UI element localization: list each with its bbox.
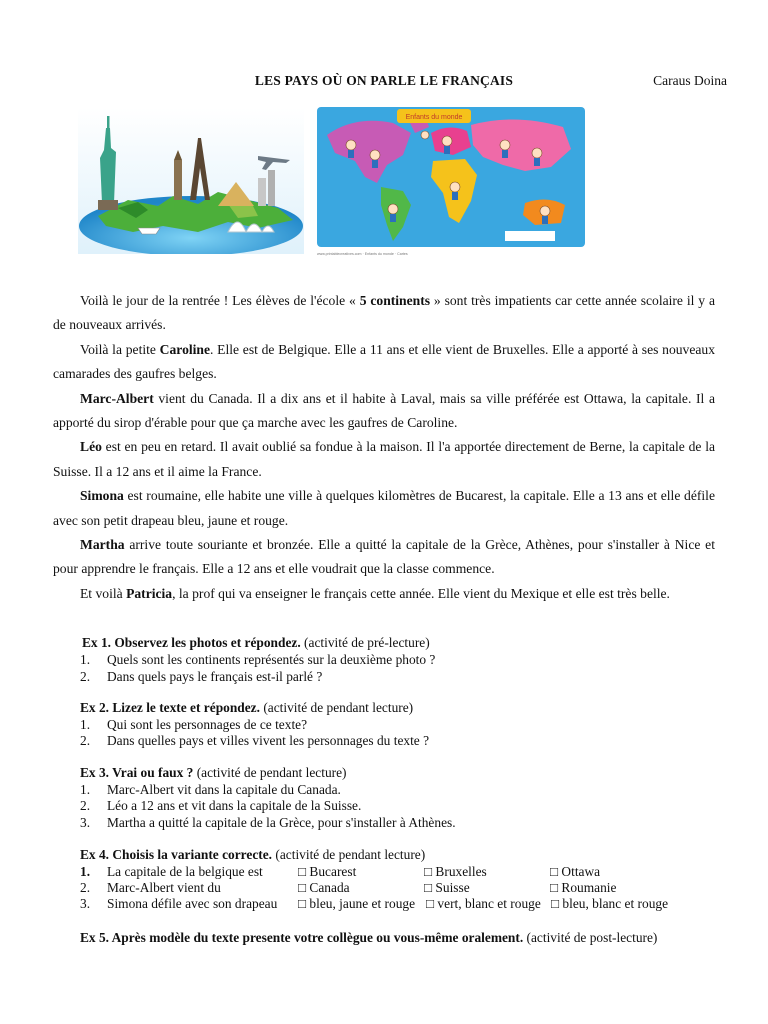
ex4-option-checkbox[interactable]: □ Ottawa <box>550 864 601 879</box>
ex4-row-3-question: Simona défile avec son drapeau <box>107 896 278 911</box>
big-ben-icon <box>174 160 182 200</box>
list-item: 2. Dans quels pays le français est-il parlé ? <box>80 668 323 684</box>
author-name: Caraus Doina <box>653 73 727 88</box>
list-item: 1. Qui sont les personnages de ce texte? <box>80 716 308 732</box>
ex4-row-2-question: Marc-Albert vient du <box>107 880 221 895</box>
ex4-row-2-number: 2. <box>80 880 91 895</box>
globe-landmarks-illustration <box>78 108 304 254</box>
exercise-1-list <box>80 652 720 685</box>
exercise-2-heading: Ex 2. Lizez le texte et répondez. (activité de pendant lecture) <box>80 700 414 715</box>
list-item: 2. Dans quelles pays et villes vivent les personnages du texte ? <box>80 733 430 748</box>
ex4-option-checkbox[interactable]: □ Bucarest <box>298 864 357 879</box>
ex4-option-checkbox[interactable]: □ bleu, blanc et rouge <box>551 896 669 911</box>
exercise-2 <box>80 700 720 750</box>
paragraph-caroline: Voilà la petite Caroline. Elle est de Belgique. Elle a 11 ans et elle vient de Bruxelles. Elle a apporté à ses nouveaux camarades des gaufres belges. <box>53 341 715 382</box>
paragraph-martha: Martha arrive toute souriante et bronzée. Elle a quitté la capitale de la Grèce, Athènes, pour s'installer à Nice et pour apprendre le français. Elle a 12 ans et elle voudrait que la classe commence. <box>53 537 715 577</box>
ex4-option-checkbox[interactable]: □ Roumanie <box>550 880 617 895</box>
ex4-option-checkbox[interactable]: □ Bruxelles <box>424 864 487 879</box>
list-item: 1. Marc-Albert vit dans la capitale du Canada. <box>80 781 341 797</box>
exercise-5-heading: Ex 5. Après modèle du texte presente votre collègue ou vous-même oralement. (activité de post-lecture) <box>80 930 658 945</box>
exercise-1-heading: Ex 1. Observez les photos et répondez. (activité de pré-lecture) <box>82 635 430 650</box>
exercise-4-heading: Ex 4. Choisis la variante correcte. (activité de pendant lecture) <box>80 847 426 862</box>
paragraph-intro: Voilà le jour de la rentrée ! Les élèves de l'école « 5 continents » sont très impatients car cette année scolaire il y a de nouveaux arrivés. <box>53 293 715 333</box>
world-map-illustration <box>315 105 587 257</box>
ex4-option-checkbox[interactable]: □ Canada <box>298 880 350 895</box>
story-text <box>53 289 715 606</box>
list-item: 2. Léo a 12 ans et vit dans la capitale de la Suisse. <box>80 798 362 813</box>
list-item: 3. Martha a quitté la capitale de la Grèce, pour s'installer à Athènes. <box>80 814 456 830</box>
ex4-row-3-number: 3. <box>80 896 91 911</box>
paragraph-patricia: Et voilà Patricia, la prof qui va enseigner le français cette année. Elle vient du Mexique et elle est très belle. <box>80 585 670 601</box>
exercise-3-heading: Ex 3. Vrai ou faux ? (activité de pendant lecture) <box>80 765 347 780</box>
exercise-5 <box>80 930 720 947</box>
list-item: 1. Quels sont les continents représentés sur la deuxième photo ? <box>80 652 436 667</box>
ex4-row-1-question: La capitale de la belgique est <box>107 864 263 879</box>
ex4-option-checkbox[interactable]: □ Suisse <box>424 880 470 895</box>
ex4-option-checkbox[interactable]: □ bleu, jaune et rouge <box>298 896 416 911</box>
exercise-3 <box>80 765 720 831</box>
paragraph-marc-albert: Marc-Albert vient du Canada. Il a dix ans et il habite à Laval, mais sa ville préférée est Ottawa, la capitale. Il a apporté du sirop d'érable pour que ça marche avec les gaufres de Caroline. <box>53 390 715 431</box>
paragraph-simona: Simona est roumaine, elle habite une ville à quelques kilomètres de Bucarest, la capitale. Elle a 13 ans et elle défile avec son petit drapeau bleu, jaune et rouge. <box>53 488 715 528</box>
ex4-row-1-number: 1. <box>80 864 91 879</box>
ex4-option-checkbox[interactable]: □ vert, blanc et rouge <box>426 896 541 911</box>
map-banner: Enfants du monde <box>405 114 463 121</box>
page-title: LES PAYS OÙ ON PARLE LE FRANÇAIS <box>254 73 514 88</box>
paragraph-leo: Léo est en peu en retard. Il avait oublié sa fondue à la maison. Il l'a apportée directement de Berne, la capitale de la Suisse. Il a 12 ans et il aime la France. <box>53 439 715 479</box>
map-caption: www.printablecreatives.com · Enfants du monde · Cartes <box>317 252 408 256</box>
exercise-4 <box>80 847 720 864</box>
exercise-1 <box>82 635 722 652</box>
